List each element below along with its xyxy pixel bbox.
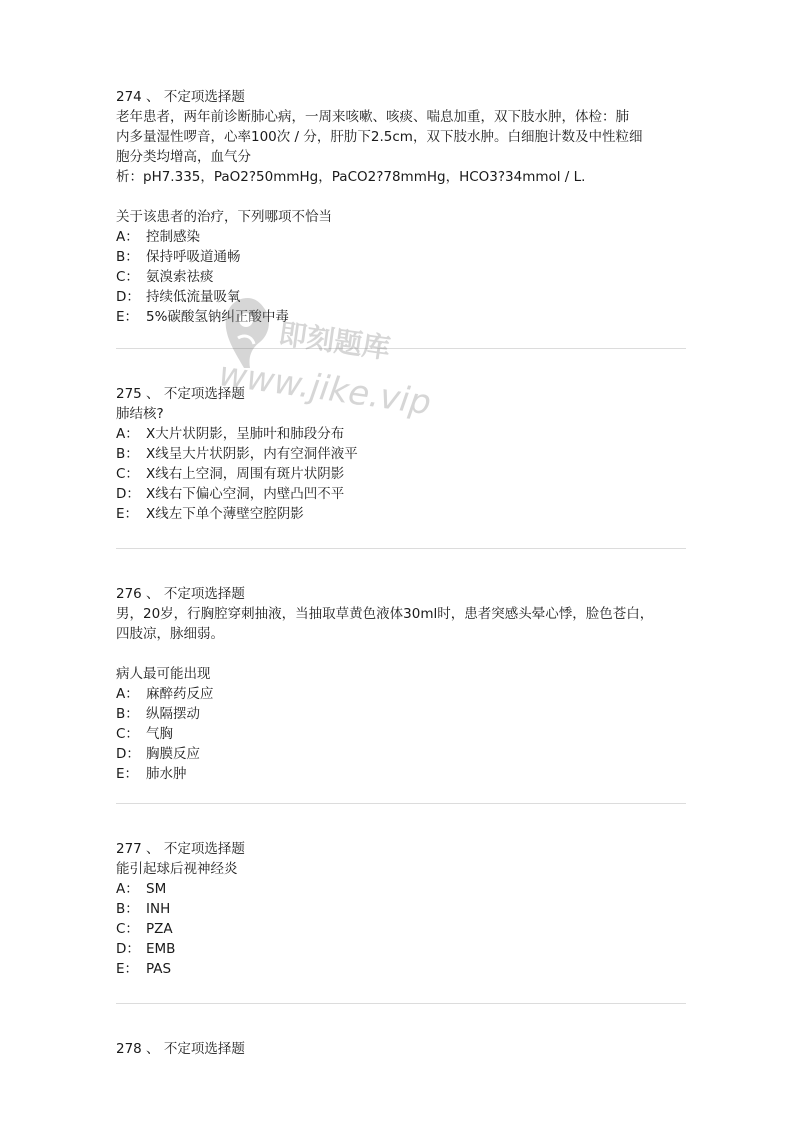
question-stem-line: 析：pH7.335，PaO2?50mmHg，PaCO2?78mmHg，HCO3?34mmol / L.: [116, 169, 586, 185]
option-letter: A：: [116, 426, 139, 442]
option-text: SM: [146, 881, 167, 897]
question-divider: [116, 348, 686, 349]
question-274: [116, 87, 686, 327]
option-letter: D：: [116, 486, 140, 502]
option-a[interactable]: [116, 424, 686, 444]
option-text: EMB: [146, 941, 176, 957]
option-text: 持续低流量吸氧: [146, 289, 241, 305]
option-text: PZA: [146, 921, 173, 937]
question-stem-line: 老年患者，两年前诊断肺心病，一周来咳嗽、咳痰、喘息加重，双下肢水肿，体检：肺: [116, 109, 629, 125]
option-text: 控制感染: [146, 229, 200, 245]
option-text: 保持呼吸道通畅: [146, 249, 241, 265]
question-divider: [116, 803, 686, 804]
question-divider: [116, 548, 686, 549]
question-275: [116, 384, 686, 524]
question-stem-line: 肺结核?: [116, 406, 164, 422]
option-d[interactable]: [116, 484, 686, 504]
option-letter: A：: [116, 229, 139, 245]
option-c[interactable]: [116, 919, 686, 939]
question-text: 关于该患者的治疗，下列哪项不恰当: [116, 209, 332, 225]
watermark-text: 即刻题库: [276, 316, 393, 366]
option-text: INH: [146, 901, 171, 917]
option-text: PAS: [146, 961, 172, 977]
option-letter: D：: [116, 941, 140, 957]
question-header: 277 、 不定项选择题: [116, 841, 245, 857]
question-divider: [116, 1003, 686, 1004]
option-letter: C：: [116, 466, 139, 482]
option-d[interactable]: [116, 744, 686, 764]
option-a[interactable]: [116, 227, 686, 247]
option-letter: C：: [116, 921, 139, 937]
option-text: X线右下偏心空洞，内壁凸凹不平: [146, 486, 345, 502]
option-e[interactable]: [116, 307, 686, 327]
option-b[interactable]: [116, 247, 686, 267]
option-text: X线右上空洞，周围有斑片状阴影: [146, 466, 345, 482]
option-text: 胸膜反应: [146, 746, 200, 762]
option-letter: B：: [116, 249, 139, 265]
option-a[interactable]: [116, 879, 686, 899]
option-letter: A：: [116, 881, 139, 897]
option-d[interactable]: [116, 939, 686, 959]
question-header: 275 、 不定项选择题: [116, 386, 245, 402]
option-c[interactable]: [116, 724, 686, 744]
question-header: 278 、 不定项选择题: [116, 1041, 245, 1057]
option-letter: E：: [116, 961, 139, 977]
option-b[interactable]: [116, 704, 686, 724]
option-text: 气胸: [146, 726, 173, 742]
option-text: 麻醉药反应: [146, 686, 214, 702]
option-letter: B：: [116, 706, 139, 722]
option-c[interactable]: [116, 464, 686, 484]
option-text: 纵隔摆动: [146, 706, 200, 722]
option-letter: C：: [116, 726, 139, 742]
option-b[interactable]: [116, 444, 686, 464]
option-letter: E：: [116, 766, 139, 782]
option-text: X线呈大片状阴影，内有空洞伴液平: [146, 446, 358, 462]
question-header: 274 、 不定项选择题: [116, 89, 245, 105]
option-text: 5%碳酸氢钠纠正酸中毒: [146, 309, 289, 325]
question-278: [116, 1039, 686, 1059]
question-277: [116, 839, 686, 979]
option-letter: D：: [116, 746, 140, 762]
option-c[interactable]: [116, 267, 686, 287]
question-stem-line: 内多量湿性啰音，心率100次 / 分，肝肋下2.5cm，双下肢水肿。白细胞计数及中性粒细: [116, 129, 643, 145]
option-letter: E：: [116, 309, 139, 325]
option-text: X线左下单个薄壁空腔阴影: [146, 506, 304, 522]
question-stem-line: 能引起球后视神经炎: [116, 861, 238, 877]
option-b[interactable]: [116, 899, 686, 919]
option-letter: A：: [116, 686, 139, 702]
option-text: 肺水肿: [146, 766, 187, 782]
option-letter: E：: [116, 506, 139, 522]
question-276: [116, 584, 686, 784]
option-a[interactable]: [116, 684, 686, 704]
watermark-url: www.jike.vip: [216, 354, 434, 424]
question-stem-line: 胞分类均增高，血气分: [116, 149, 251, 165]
option-e[interactable]: [116, 504, 686, 524]
option-text: X大片状阴影，呈肺叶和肺段分布: [146, 426, 345, 442]
question-stem-line: 男，20岁，行胸腔穿刺抽液，当抽取草黄色液体30ml时，患者突感头晕心悸，脸色苍白，: [116, 606, 654, 622]
option-d[interactable]: [116, 287, 686, 307]
option-letter: B：: [116, 901, 139, 917]
option-letter: D：: [116, 289, 140, 305]
option-text: 氨溴索祛痰: [146, 269, 214, 285]
option-letter: B：: [116, 446, 139, 462]
question-header: 276 、 不定项选择题: [116, 586, 245, 602]
option-e[interactable]: [116, 764, 686, 784]
option-letter: C：: [116, 269, 139, 285]
option-e[interactable]: [116, 959, 686, 979]
question-stem-line: 四肢凉，脉细弱。: [116, 626, 224, 642]
question-text: 病人最可能出现: [116, 666, 211, 682]
